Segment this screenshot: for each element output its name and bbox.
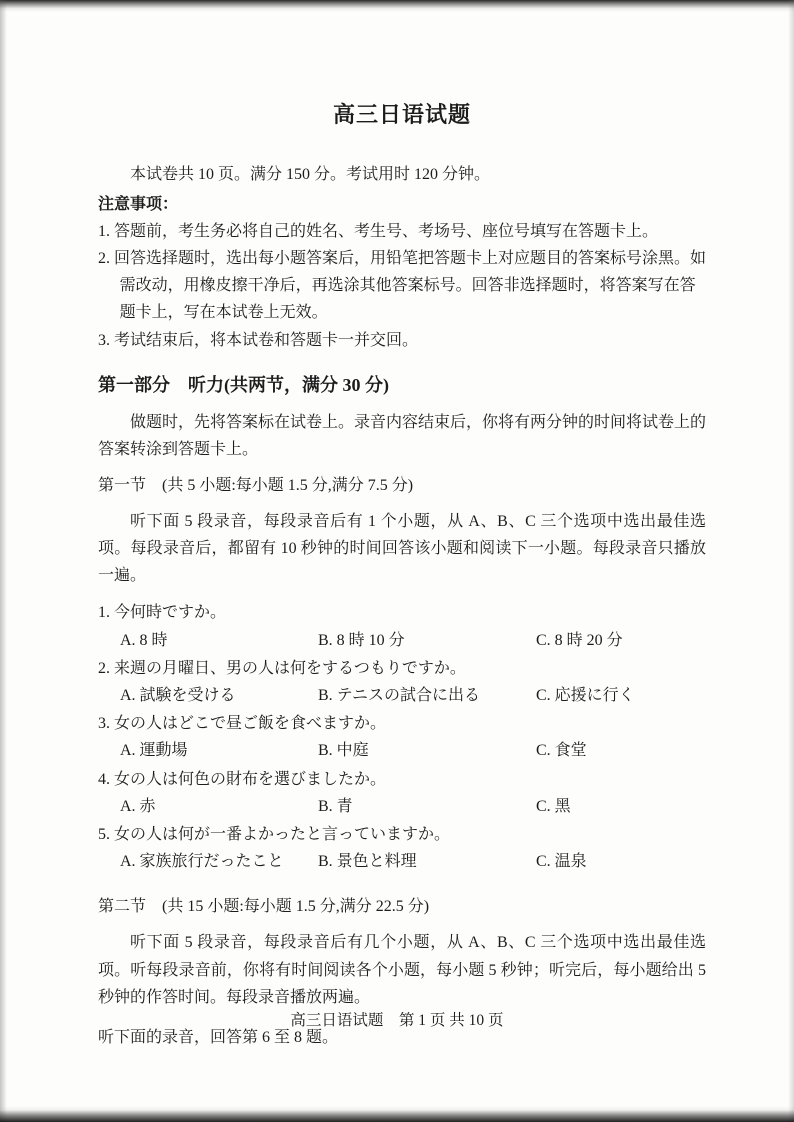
question-1-option-b: B. 8 時 10 分: [318, 631, 405, 649]
question-1-options: [98, 627, 706, 654]
question-2-option-b: B. テニスの試合に出る: [318, 686, 481, 704]
question-3-option-c: C. 食堂: [536, 742, 587, 760]
document-body: [98, 0, 706, 1051]
exam-info-line: 本试卷共 10 页。满分 150 分。考试用时 120 分钟。: [130, 166, 491, 184]
question-list: [98, 599, 706, 875]
question-5-stem: 5. 女の人は何が一番よかったと言っていますか。: [98, 825, 451, 843]
question-5-option-c: C. 温泉: [536, 853, 587, 871]
question-5-options: [98, 848, 706, 875]
question-3-option-b: B. 中庭: [318, 742, 369, 760]
question-1-stem: 1. 今何時ですか。: [98, 604, 227, 622]
question-3-options: [98, 737, 706, 764]
question-2: [98, 655, 706, 709]
listening-prompt: 听下面的录音，回答第 6 至 8 题。: [98, 1029, 339, 1047]
question-4-option-c: C. 黑: [536, 797, 571, 815]
part1-intro: 做题时，先将答案标在试卷上。录音内容结束后，你将有两分钟的时间将试卷上的答案转涂到答题卡上。: [98, 414, 707, 459]
notice-heading: 注意事项：: [98, 195, 179, 213]
question-4: [98, 766, 706, 820]
section1-intro: 听下面 5 段录音，每段录音后有 1 个小题，从 A、B、C 三个选项中选出最佳选项。每段录音后，都留有 10 秒钟的时间回答该小题和阅读下一小题。每段录音只播放一遍。: [98, 512, 706, 585]
question-3-stem: 3. 女の人はどこで昼ご飯を食べますか。: [98, 715, 387, 733]
question-3-option-a: A. 運動場: [120, 742, 188, 760]
question-2-option-a: A. 試験を受ける: [120, 686, 236, 704]
question-1-option-c: C. 8 時 20 分: [536, 631, 623, 649]
question-4-options: [98, 793, 706, 820]
section2-intro: 听下面 5 段录音，每段录音后有几个小题，从 A、B、C 三个选项中选出最佳选项。听每段录音前，你将有时间阅读各个小题，每小题 5 秒钟；听完后，每小题给出 5 秒钟的作答时间。每段录音播放两遍。: [98, 934, 706, 1006]
question-2-stem: 2. 来週の月曜日、男の人は何をするつもりですか。: [98, 659, 466, 677]
section1-heading: 第一节 (共 5 小题:每小题 1.5 分,满分 7.5 分): [98, 476, 414, 494]
question-5-option-a: A. 家族旅行だったこと: [120, 853, 284, 871]
question-1-option-a: A. 8 時: [120, 631, 168, 649]
question-4-stem: 4. 女の人は何色の財布を選びましたか。: [98, 770, 387, 788]
question-5-option-b: B. 景色と料理: [318, 853, 417, 871]
notice-item-2: 2. 回答选择题时，选出每小题答案后，用铅笔把答题卡上对应题目的答案标号涂黑。如需改动，用橡皮擦干净后，再选涂其他答案标号。回答非选择题时，将答案写在答题卡上，写在本试卷上无效。: [98, 249, 707, 322]
question-1: [98, 599, 706, 653]
section2-heading: 第二节 (共 15 小题:每小题 1.5 分,满分 22.5 分): [98, 898, 430, 916]
notice-item-3: 3. 考试结束后，将本试卷和答题卡一并交回。: [98, 331, 419, 349]
document-title: 高三日语试题: [332, 102, 471, 127]
question-5: [98, 821, 706, 875]
notice-item-1: 1. 答题前，考生务必将自己的姓名、考生号、考场号、座位号填写在答题卡上。: [98, 222, 659, 240]
question-4-option-b: B. 青: [318, 797, 353, 815]
question-4-option-a: A. 赤: [120, 797, 156, 815]
part1-heading: 第一部分 听力(共两节，满分 30 分): [98, 374, 389, 395]
question-2-options: [98, 682, 706, 709]
page-footer: 高三日语试题 第 1 页 共 10 页: [290, 1012, 504, 1029]
question-3: [98, 710, 706, 764]
scan-artifact-bottom-edge: [0, 1106, 794, 1122]
scan-artifact-left-edge: [0, 0, 7, 1122]
question-2-option-c: C. 応援に行く: [536, 686, 635, 704]
scan-artifact-right-edge: [788, 0, 794, 1122]
